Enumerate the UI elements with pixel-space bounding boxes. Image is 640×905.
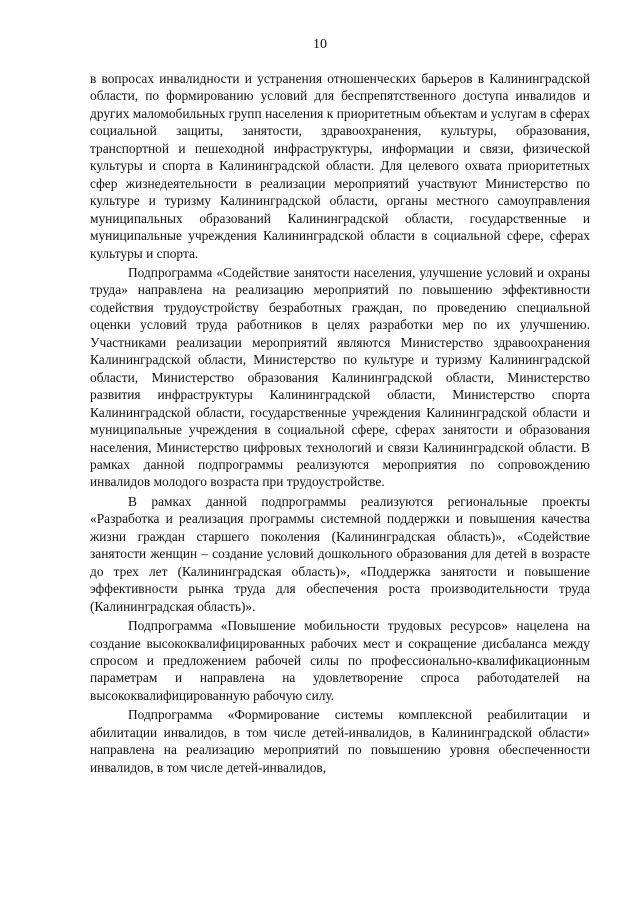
paragraph-1: в вопросах инвалидности и устранения отношенческих барьеров в Калининградской области, по формированию условий для беспрепятственного доступа инвалидов и других маломобильных групп населения к приоритетным объектам и услугам в сферах социальной защиты, занятости, здравоохранения, культуры, образования, транспортной и пешеходной инфраструктуры, информации и связи, физической культуры и спорта в Калининградской области. Для целевого охвата приоритетных сфер жизнедеятельности в реализации мероприятий участвуют Министерство по культуре и туризму Калининградской области, органы местного самоуправления муниципальных образований Калининградской области, государственные и муниципальные учреждения Калининградской области в социальной сфере, сферах культуры и спорта. bbox=[90, 71, 590, 261]
paragraph-3: В рамках данной подпрограммы реализуются региональные проекты «Разработка и реализация программы системной поддержки и повышения качества жизни граждан старшего поколения (Калининградская область)», «Содействие занятости женщин – создание условий дошкольного образования для детей в возрасте до трех лет (Калининградская область)», «Поддержка занятости и повышение эффективности рынка труда для обеспечения роста производительности труда (Калининградская область)». bbox=[90, 493, 590, 614]
body-text bbox=[90, 70, 590, 776]
paragraph-4: Подпрограмма «Повышение мобильности трудовых ресурсов» нацелена на создание высококвалифицированных рабочих мест и сокращение дисбаланса между спросом и предложением рабочей силы по профессионально-квалификационным параметрам и направлена на удовлетворение спроса работодателей на высококвалифицированную рабочую силу. bbox=[90, 618, 590, 703]
paragraph-5: Подпрограмма «Формирование системы комплексной реабилитации и абилитации инвалидов, в том числе детей-инвалидов, в Калининградской области» направлена на реализацию мероприятий по повышению уровня обеспеченности инвалидов, в том числе детей-инвалидов, bbox=[90, 707, 590, 775]
page-number: 10 bbox=[313, 37, 327, 52]
paragraph-2: Подпрограмма «Содействие занятости населения, улучшение условий и охраны труда» направлена на реализацию мероприятий по повышению эффективности содействия трудоустройству безработных граждан, по проведению специальной оценки условий труда работников в целях разработки мер по их улучшению. Участниками реализации мероприятий являются Министерство здравоохранения Калининградской области, Министерство по культуре и туризму Калининградской области, Министерство образования Калининградской области, Министерство развития инфраструктуры Калининградской области, Министерство спорта Калининградской области, государственные учреждения Калининградской области и муниципальные учреждения в социальной сфере, сферах занятости и образования населения, Министерство цифровых технологий и связи Калининградской области. В рамках данной подпрограммы реализуются мероприятия по сопровождению инвалидов молодого возраста при трудоустройстве. bbox=[90, 264, 590, 490]
